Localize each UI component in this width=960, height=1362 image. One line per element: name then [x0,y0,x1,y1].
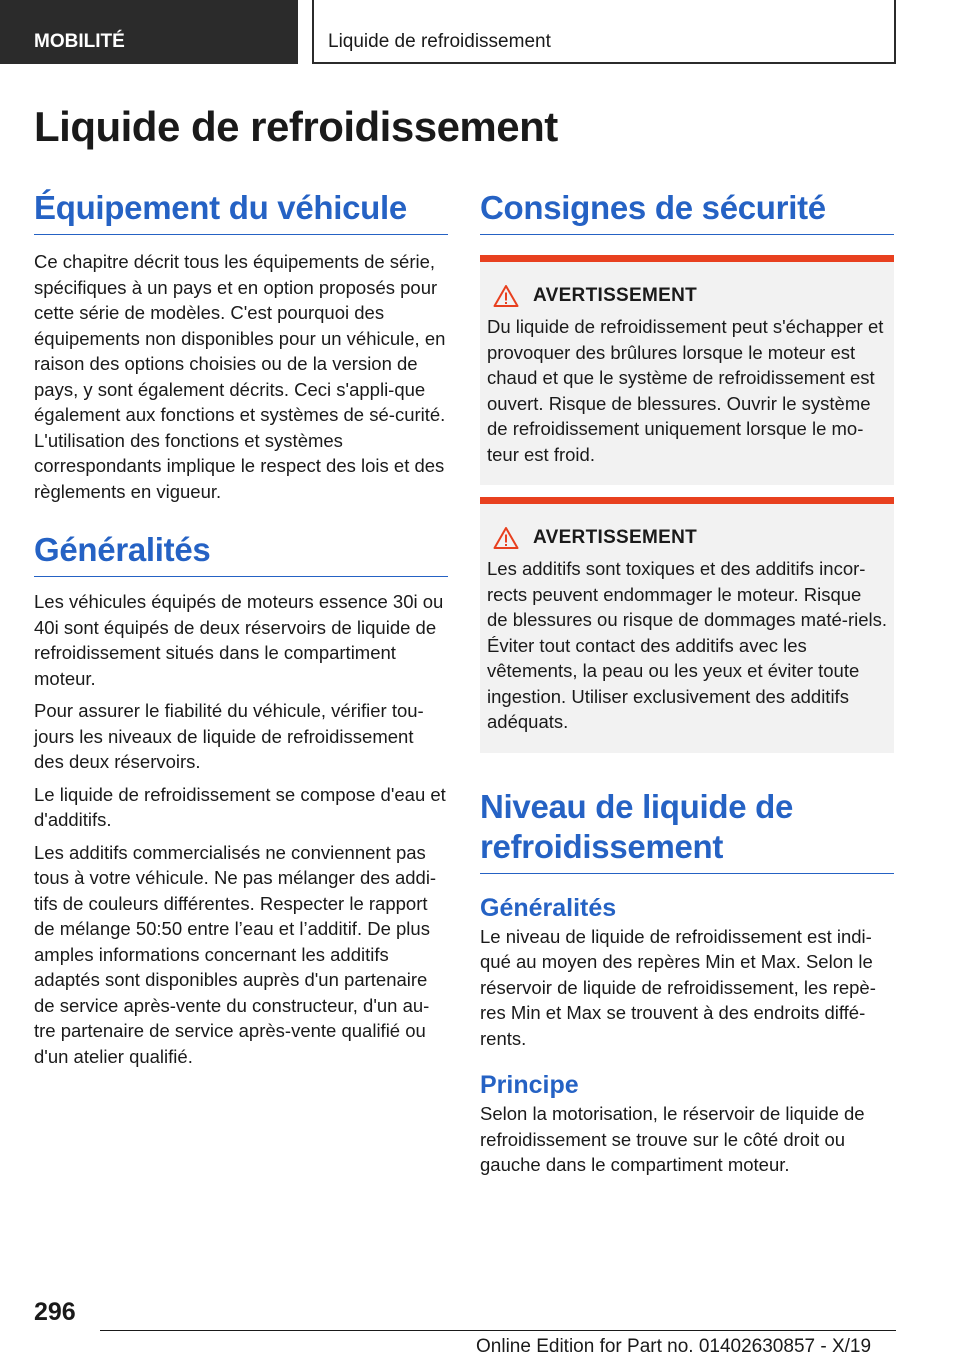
general-paragraph-2: Pour assurer le fiabilité du véhicule, vérifier tou-jours les niveaux de liquide de refroidissement des deux réservoirs. [34,700,424,772]
equipment-heading: Équipement du véhicule [34,188,448,235]
principle-heading: Principe [480,1071,579,1099]
header-section-tab: MOBILITÉ [0,0,298,64]
general-heading: Généralités [34,530,448,577]
general-paragraph-1: Les véhicules équipés de moteurs essence 30i ou 40i sont équipés de deux réservoirs de liquide de refroidissement situés dans le compartiment moteur. [34,591,444,689]
header-chapter-title: Liquide de refroidissement [312,0,896,64]
coolant-level-heading: Niveau de liquide de refroidissement [480,787,894,874]
warning-box-1 [480,255,894,485]
safety-heading: Consignes de sécurité [480,188,894,235]
footer-edition-text: Online Edition for Part no. 01402630857 - X/19 [476,1336,872,1357]
footer-divider [100,1330,896,1331]
warning-label: AVERTISSEMENT [533,527,698,548]
warning-triangle-icon [493,284,519,308]
general-paragraph-3: Le liquide de refroidissement se compose d'eau et d'additifs. [34,783,446,830]
principle-text: Selon la motorisation, le réservoir de liquide de refroidissement se trouve sur le côté droit ou gauche dans le compartiment moteur. [480,1103,865,1175]
left-column [34,188,448,1069]
page-title: Liquide de refroidissement [34,103,558,150]
warning-triangle-icon [493,526,519,550]
warning-label: AVERTISSEMENT [533,285,698,306]
equipment-text: Ce chapitre décrit tous les équipements de série, spécifiques à un pays et en option proposés pour cette série de modèles. C'est pourquoi des équipements non disponibles pour un véhicule, en raison des options choisies ou de la version de pays, y sont également décrits. Ceci s'appli-que également aux fonctions et systèmes de sé-curité. L'utilisation des fonctions et systèmes correspondants implique le respect des lois et des règlements en vigueur. [34,251,446,502]
general-paragraph-4: Les additifs commercialisés ne conviennent pas tous à votre véhicule. Ne pas mélanger des addi-tifs de couleurs différentes. Respecter le rapport de mélange 50:50 entre l’eau et l’additif. De plus amples informations concernant les additifs adaptés sont disponibles auprès d'un partenaire de service après-vente du constructeur, d'un au-tre partenaire de service après-vente qualifié ou d'un atelier qualifié. [34,841,437,1067]
page-number: 296 [34,1298,76,1326]
warning-text: Du liquide de refroidissement peut s'échapper et provoquer des brûlures lorsque le moteur est chaud et que le système de refroidissement est ouvert. Risque de blessures. Ouvrir le système de refroidissement uniquement lorsque le mo-teur est froid. [487,316,884,465]
level-general-heading: Généralités [480,893,617,922]
level-general-text: Le niveau de liquide de refroidissement est indi-qué au moyen des repères Min et Max. Selon le réservoir de liquide de refroidissement, les repè-res Min et Max se trouvent à des endroits diffé-rents. [480,925,876,1049]
right-column [480,188,894,1178]
warning-text: Les additifs sont toxiques et des additifs incor-rects peuvent endommager le moteur. Risque de blessures ou risque de dommages maté-riels. Éviter tout contact des additifs avec les vêtements, la peau ou les yeux et éviter toute ingestion. Utiliser exclusivement des additifs adéquats. [487,558,887,732]
warning-box-2 [480,497,894,753]
